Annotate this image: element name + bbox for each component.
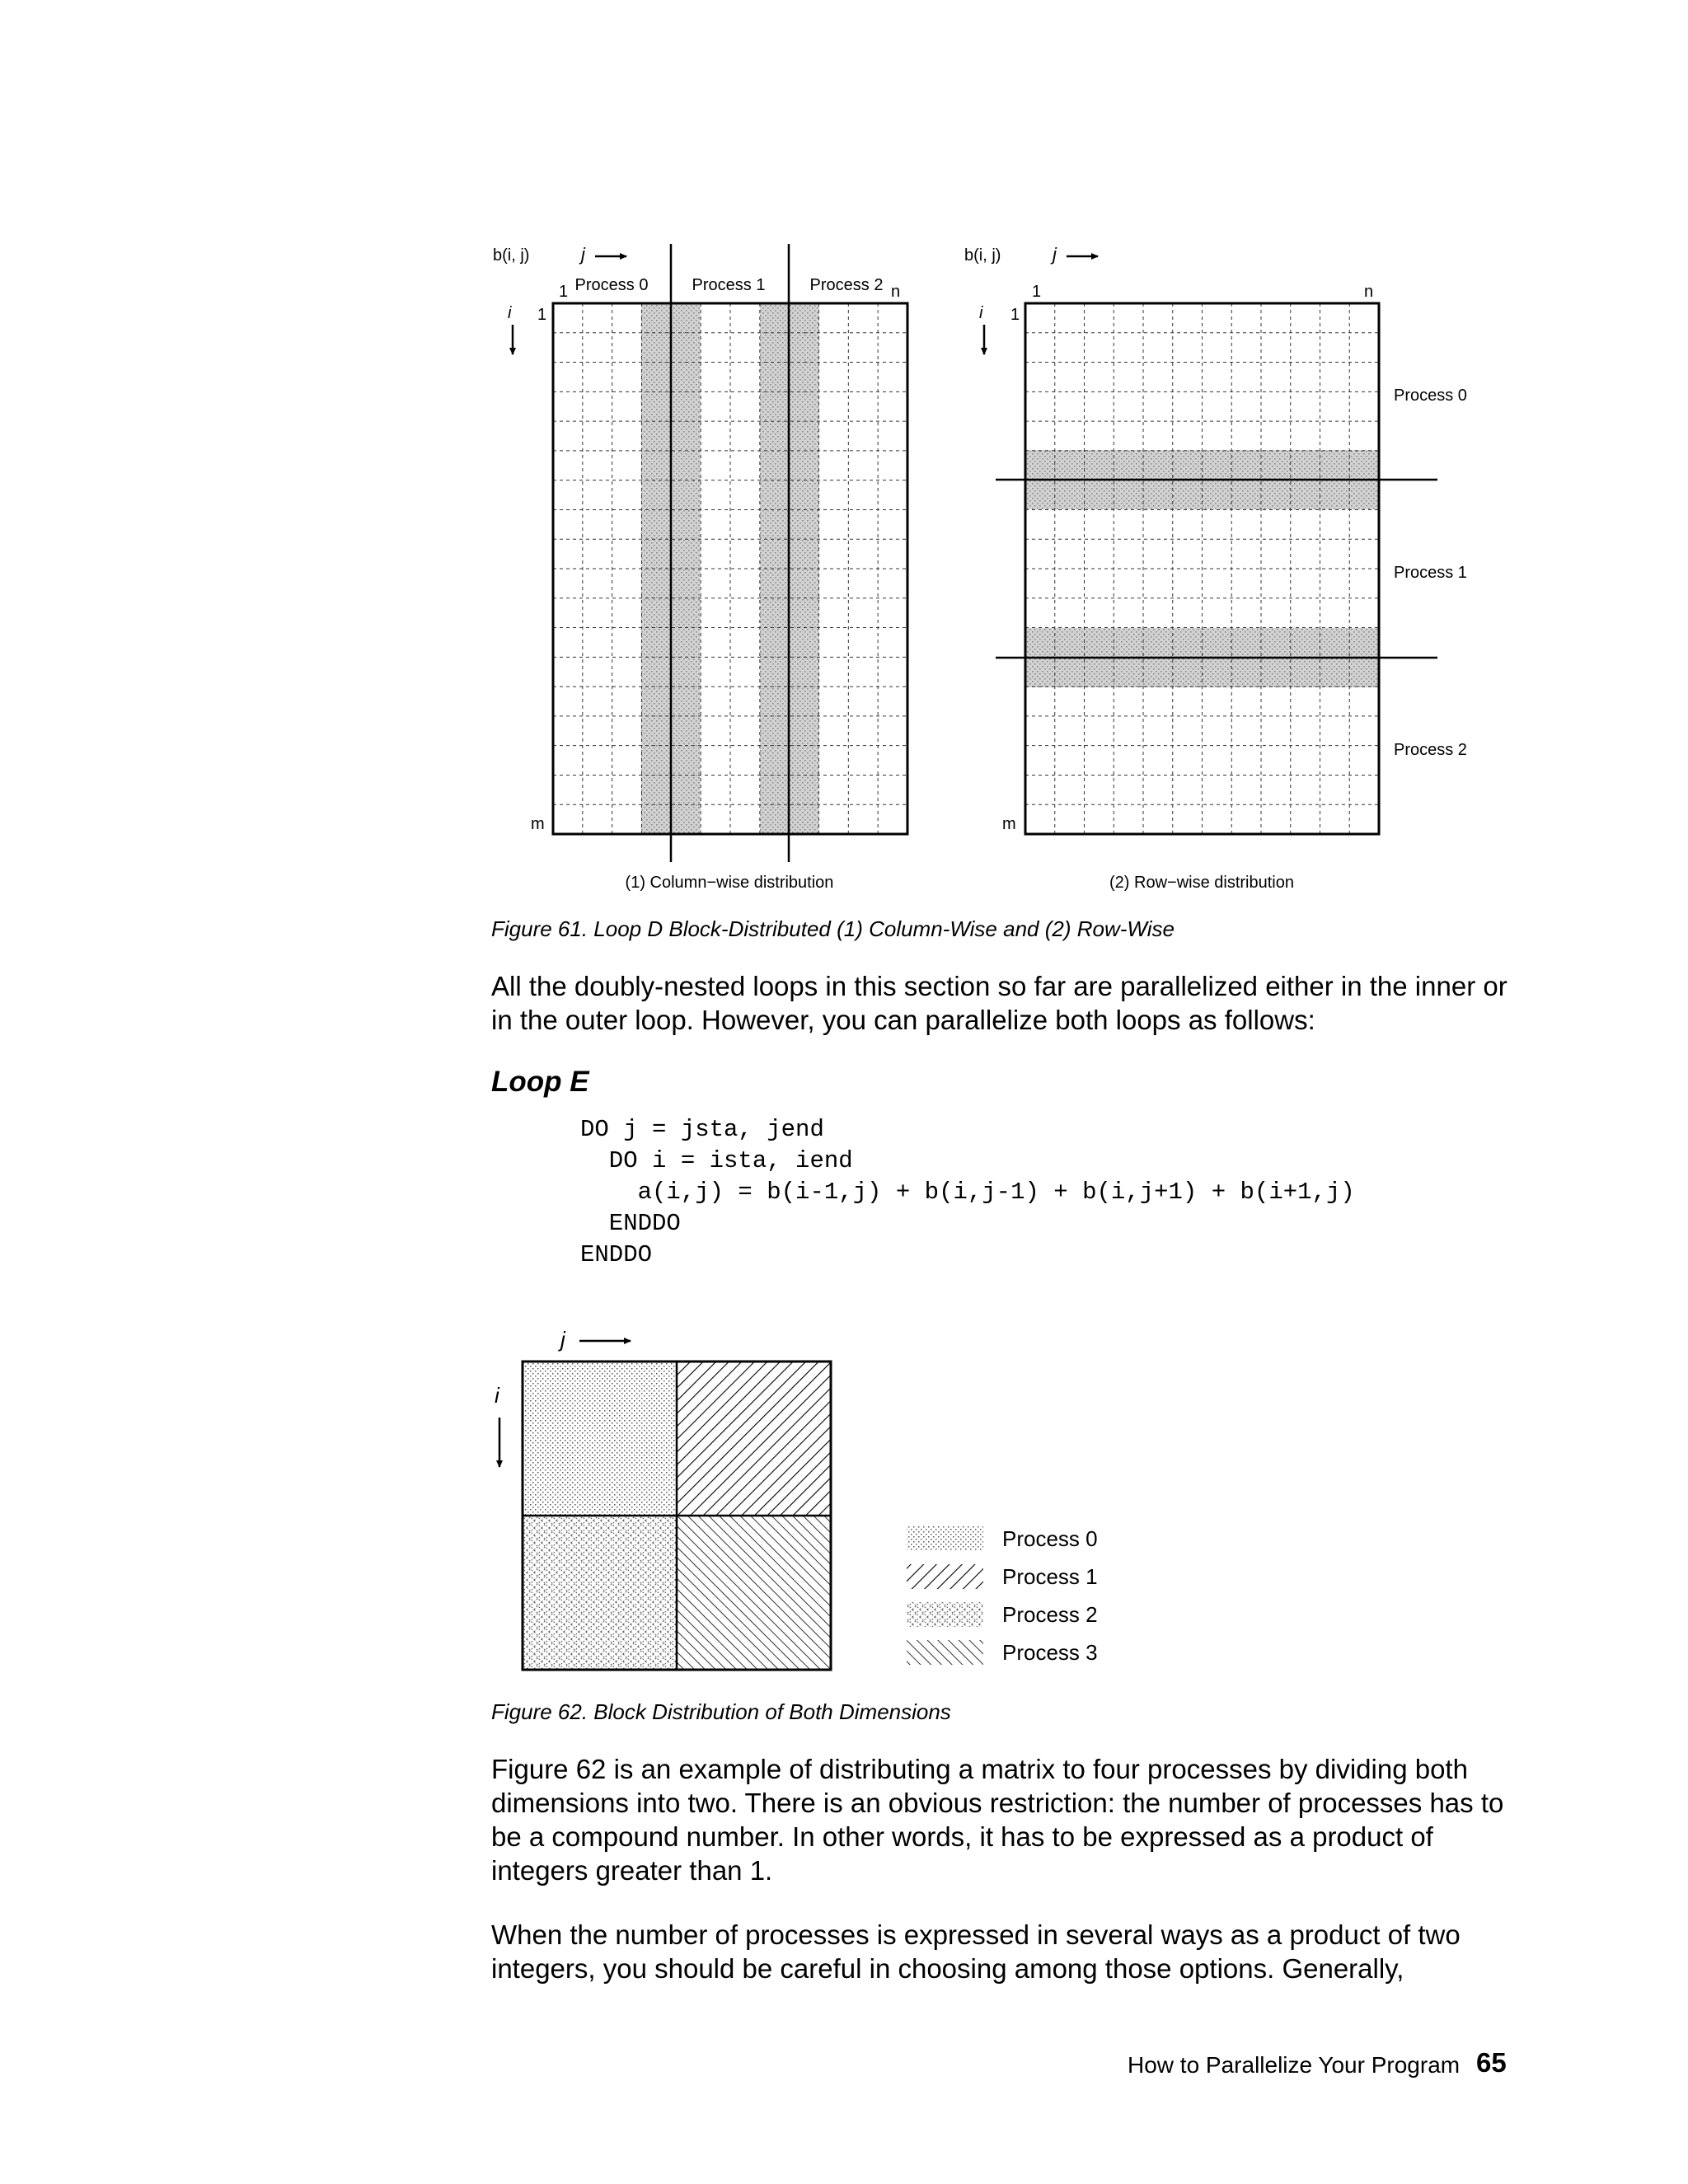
right-col-end: n [1364,283,1374,301]
page-number: 65 [1476,2047,1507,2078]
left-j-label: j [581,244,585,265]
legend-swatch-2 [907,1602,983,1627]
figure-62-diagram [0,1310,1688,1681]
block-process-2 [523,1516,677,1670]
right-process-label-2: Process 2 [1394,741,1467,759]
code-line-5: ENDDO [580,1241,653,1268]
loop-e-heading: Loop E [491,1066,589,1098]
left-grid-lines [553,303,907,834]
legend-swatch-1 [907,1564,983,1589]
block-process-0 [523,1361,677,1516]
legend-swatch-0 [907,1526,983,1551]
left-subtitle: (1) Column−wise distribution [625,874,834,892]
legend-swatch-3 [907,1640,983,1665]
code-line-3: a(i,j) = b(i-1,j) + b(i,j-1) + b(i,j+1) + b(i+1,j) [580,1179,1355,1206]
block-process-1 [677,1361,831,1516]
fig62-j-label: j [560,1327,565,1352]
left-col-start: 1 [559,283,569,301]
right-array-label: b(i, j) [964,246,1001,265]
right-i-label: i [979,304,983,322]
right-row-start: 1 [1010,306,1020,324]
left-i-label: i [508,304,512,322]
right-grid-lines [1025,303,1379,834]
column-wise-diagram [493,244,907,892]
code-block [580,1114,1355,1271]
block-process-3 [677,1516,831,1670]
figure-61-diagram [0,0,1688,923]
right-row-end: m [1002,815,1016,833]
left-process-label-0: Process 0 [574,276,649,294]
legend-label-0: Process 0 [1002,1526,1098,1551]
right-process-label-0: Process 0 [1394,387,1467,405]
figure-62-caption: Figure 62. Block Distribution of Both Dimensions [491,1699,951,1724]
code-line-4: ENDDO [580,1210,681,1237]
paragraph-2: Figure 62 is an example of distributing a matrix to four processes by dividing both dimensions into two. There is an obvious restriction: the number of processes has to be a compound number. In other words, it has to be expressed as a product of integers greater than 1. [491,1754,1504,1886]
left-process-label-1: Process 1 [692,276,766,294]
right-j-label: j [1053,244,1057,265]
legend-label-1: Process 1 [1002,1564,1098,1589]
figure-61-caption: Figure 61. Loop D Block-Distributed (1) Column-Wise and (2) Row-Wise [491,916,1175,941]
right-subtitle: (2) Row−wise distribution [1109,874,1294,892]
left-process-label-2: Process 2 [809,276,884,294]
left-col-end: n [891,283,901,301]
right-process-label-1: Process 1 [1394,564,1467,582]
paragraph-1: All the doubly-nested loops in this section so far are parallelized either in the inner or in the outer loop. However, you can parallelize both loops as follows: [491,971,1507,1035]
code-line-2: DO i = ista, iend [580,1147,853,1174]
left-array-label: b(i, j) [493,246,530,265]
left-row-end: m [531,815,545,833]
paragraph-3: When the number of processes is expressed in several ways as a product of two integers, you should be careful in choosing among those options. Generally, [491,1919,1461,1984]
code-line-1: DO j = jsta, jend [580,1116,824,1143]
footer-section-title: How to Parallelize Your Program [1128,2052,1461,2078]
left-row-start: 1 [537,306,547,324]
legend-label-3: Process 3 [1002,1640,1098,1665]
right-col-start: 1 [1032,283,1042,301]
row-wise-diagram [964,244,1467,892]
fig62-i-label: i [495,1383,499,1408]
legend-label-2: Process 2 [1002,1602,1098,1627]
legend [907,1526,1098,1665]
